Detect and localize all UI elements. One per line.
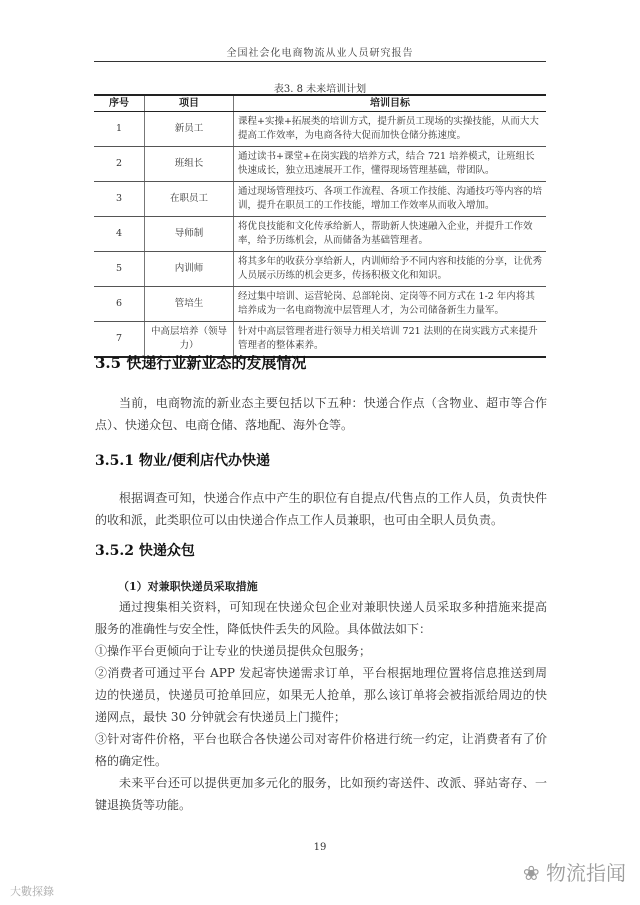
table-row bbox=[94, 287, 546, 322]
section-heading-3-5-2: 3.5.2 快递众包 bbox=[95, 543, 195, 559]
paragraph: 未来平台还可以提供更加多元化的服务，比如预约寄送件、改派、驿站寄存、一键退换货等功能。 bbox=[95, 776, 547, 812]
cell-item: 新员工 bbox=[145, 112, 234, 147]
watermark-text: 物流指闻 bbox=[546, 861, 626, 885]
list-item: ②消费者可通过平台 APP 发起寄快递需求订单，平台根据地理位置将信息推送到周边的快递员，快递员可抢单回应，如果无人抢单，那么该订单将会被指派给周边的快递网点，最快 30 分钟就会有快递员上门揽件； bbox=[95, 666, 547, 724]
page-number: 19 bbox=[313, 842, 327, 853]
section-3-5-body bbox=[95, 392, 547, 436]
cell-item: 内训师 bbox=[145, 252, 234, 287]
table-row bbox=[94, 252, 546, 287]
paragraph: 通过搜集相关资料，可知现在快递众包企业对兼职快递人员采取多种措施来提高服务的准确性与安全性，降低快件丢失的风险。具体做法如下： bbox=[95, 600, 547, 636]
cell-no: 3 bbox=[94, 182, 145, 217]
cell-item: 导师制 bbox=[145, 217, 234, 252]
section-heading-3-5: 3.5 快递行业新业态的发展情况 bbox=[95, 354, 307, 372]
cell-goal: 将优良技能和文化传承给新人，帮助新人快速融入企业，并提升工作效率，给予历练机会，从而储备为基础管理者。 bbox=[234, 217, 547, 252]
cell-item: 班组长 bbox=[145, 147, 234, 182]
cell-no: 6 bbox=[94, 287, 145, 322]
cell-no: 5 bbox=[94, 252, 145, 287]
cell-no: 2 bbox=[94, 147, 145, 182]
cell-item: 中高层培养（领导力） bbox=[145, 322, 234, 358]
wechat-icon: ❀ bbox=[522, 861, 540, 885]
section-heading-3-5-1: 3.5.1 物业/便利店代办快递 bbox=[95, 453, 270, 469]
column-header-no: 序号 bbox=[94, 95, 145, 112]
table-caption: 表3. 8 未来培训计划 bbox=[273, 84, 367, 95]
header-rule bbox=[94, 61, 546, 62]
cell-item: 在职员工 bbox=[145, 182, 234, 217]
cell-goal: 课程+实操+拓展类的培训方式，提升新员工现场的实操技能，从而大大提高工作效率，为电商各待大促而加快仓储分拣速度。 bbox=[234, 112, 547, 147]
section-3-5-1-body bbox=[95, 487, 547, 531]
table-row bbox=[94, 217, 546, 252]
cell-no: 4 bbox=[94, 217, 145, 252]
column-header-item: 项目 bbox=[145, 95, 234, 112]
cell-goal: 针对中高层管理者进行领导力相关培训 721 法则的在岗实践方式来提升管理者的整体素养。 bbox=[234, 322, 547, 358]
cell-goal: 通过读书+课堂+在岗实践的培养方式，结合 721 培养模式，让班组长快速成长，独立迅速展开工作，懂得现场管理基础，带团队。 bbox=[234, 147, 547, 182]
paragraph: 当前，电商物流的新业态主要包括以下五种：快递合作点（含物业、超市等合作点）、快递众包、电商仓储、落地配、海外仓等。 bbox=[95, 396, 547, 432]
list-item: ③针对寄件价格，平台也联合各快递公司对寄件价格进行统一约定，让消费者有了价格的确定性。 bbox=[95, 732, 547, 768]
list-item: ①操作平台更倾向于让专业的快递员提供众包服务； bbox=[95, 644, 372, 658]
paragraph: 根据调查可知，快递合作点中产生的职位有自提点/代售点的工作人员，负责快件的收和派，此类职位可以由快递合作点工作人员兼职，也可由全职人员负责。 bbox=[95, 491, 547, 527]
watermark-right bbox=[523, 857, 626, 886]
cell-no: 7 bbox=[94, 322, 145, 358]
cell-no: 1 bbox=[94, 112, 145, 147]
cell-item: 管培生 bbox=[145, 287, 234, 322]
table-row bbox=[94, 112, 546, 147]
subheading-part-time-measures: （1）对兼职快递员采取措施 bbox=[118, 580, 258, 593]
cell-goal: 将其多年的收获分享给新人，内训师给予不同内容和技能的分享，让优秀人员展示历练的机会更多，传扬积极文化和知识。 bbox=[234, 252, 547, 287]
training-plan-table bbox=[94, 94, 546, 358]
cell-goal: 经过集中培训、运营轮岗、总部轮岗、定岗等不同方式在 1-2 年内将其培养成为一名电商物流中层管理人才，为公司储备新生力量军。 bbox=[234, 287, 547, 322]
table-header-row bbox=[94, 95, 546, 112]
column-header-goal: 培训目标 bbox=[234, 95, 547, 112]
cell-goal: 通过现场管理技巧、各项工作流程、各项工作技能、沟通技巧等内容的培训，提升在职员工的工作技能，增加工作效率从而收入增加。 bbox=[234, 182, 547, 217]
table-row bbox=[94, 182, 546, 217]
running-head: 全国社会化电商物流从业人员研究报告 bbox=[226, 48, 414, 59]
table-row bbox=[94, 147, 546, 182]
watermark-left: 大數探錄 bbox=[10, 885, 54, 898]
section-3-5-2-body bbox=[95, 596, 547, 816]
